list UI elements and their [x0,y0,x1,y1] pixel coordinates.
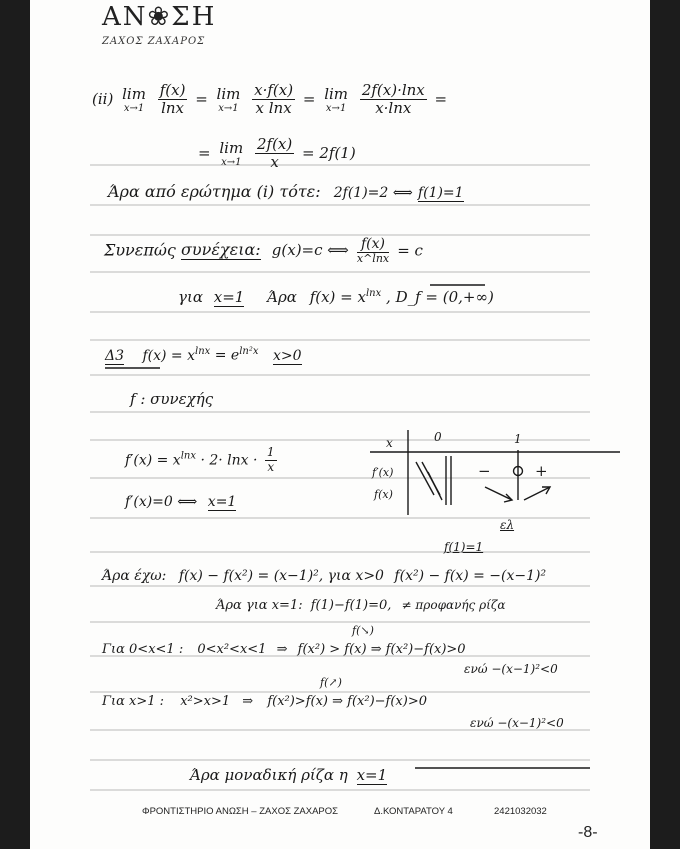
page-number: -8- [578,824,598,841]
fraction: $\frac{2f(x)\cdot\ln x}{x\cdot\ln x}$ [361,81,425,118]
logo-subtitle: ΖΑΧΟΣ ΖΑΧΑΡΟΣ [102,36,206,47]
line-13-note: ενώ −(x−1)²<0 [470,716,564,730]
line-6-d3: Δ3 $f(x) = x^{lnx} = e^{ln^2x}$ x>0 [105,346,302,364]
line-13: Για x>1 : x²>x>1 ⇒ f(x²)>f(x) ⇒ f(x²)−f(x)>0 [102,694,427,709]
line-8-derivative: $f'(x) = x^{lnx} \cdot 2\cdot \ln x$ · $\frac{1}{x}$ [125,445,275,474]
line-7-continuous: f : συνεχής [130,390,214,408]
footer-address: Δ.ΚΟΝΤΑΡΑΤΟΥ 4 [374,806,453,817]
line-3-conclusion: Άρα από ερώτημα (i) τότε: 2f(1)=2 ⟺ f(1)=1 [108,182,464,201]
line-1-limits: (ii) lim x→1 $\frac{f(x)}{\ln x}$ = lim x→1 $\frac{x\cdot f(x)}{\text{x lnx}}$ = lim x→1 $\frac{2f(x)\cdot\ln x}{x\cdot\ln x}$ = [92,81,448,118]
line-12-monotonic-f-over: f(↘) [352,624,374,637]
line-10: Άρα έχω: f(x) − f(x²) = (x−1)², για x>0 f(x²) − f(x) = −(x−1)² [102,568,547,584]
line-5-function: για x=1 Άρα $f(x) = x^{lnx}$ , D_f = (0,+∞) [178,288,494,306]
limit: lim x→1 [216,85,241,114]
line-12-note: ενώ −(x−1)²<0 [464,662,558,676]
fraction: $\frac{2f(x)}{x}$ [256,135,293,172]
line-12: Για 0<x<1 : 0<x²<x<1 ⇒ f(x²) > f(x) ⇒ f(x²)−f(x)>0 [102,642,466,657]
line-14-final: Άρα μοναδική ρίζα η x=1 [190,766,388,784]
table-row-f: f(x) [374,488,393,501]
notebook-page [30,0,650,849]
limit: lim x→1 [219,139,244,168]
table-row-fprime: f′(x) [372,466,394,479]
limit: lim x→1 [122,85,146,114]
line-2-limit-result: = lim x→1 $\frac{2f(x)}{x}$ = 2f(1) [198,135,356,172]
table-header-1: 1 [514,432,522,446]
table-extremum: ελ [500,518,515,532]
fraction: $\frac{f(x)}{\ln x}$ [159,81,186,118]
footer-phone: 2421032032 [494,806,547,817]
table-min-value: f(1)=1 [444,540,484,554]
fraction: $\frac{f(x)}{x\^{}\ln x}$ [356,236,390,266]
line-9-derivative-zero: f′(x)=0 ⟺ x=1 [125,494,237,510]
limit: lim x→1 [324,85,349,114]
line-13-monotonic-f-over: f(↗) [320,676,342,689]
table-sign-plus: + [535,462,548,480]
part-label: (ii) [92,89,114,108]
fraction: $\frac{1}{x}$ [266,445,275,474]
table-header-x: x [386,436,393,450]
table-sign-minus: − [478,462,491,480]
line-11: Άρα για x=1: f(1)−f(1)=0, ≠ προφανής ρίζα [216,598,506,613]
fraction: $\frac{x\cdot f(x)}{\text{x lnx}}$ [254,81,294,118]
logo: ΑΝ❀ΣΗ [102,2,217,32]
footer-tutoring-center: ΦΡΟΝΤΙΣΤΗΡΙΟ ΑΝΩΣΗ – ΖΑΧΟΣ ΖΑΧΑΡΟΣ [142,806,339,817]
line-4-continuity: Συνεπώς συνέχεια: g(x)=c ⟺ $\frac{f(x)}{x\^{}\ln x}$ = c [104,236,423,266]
sign-table-lines [370,430,620,515]
table-header-0: 0 [434,430,442,444]
